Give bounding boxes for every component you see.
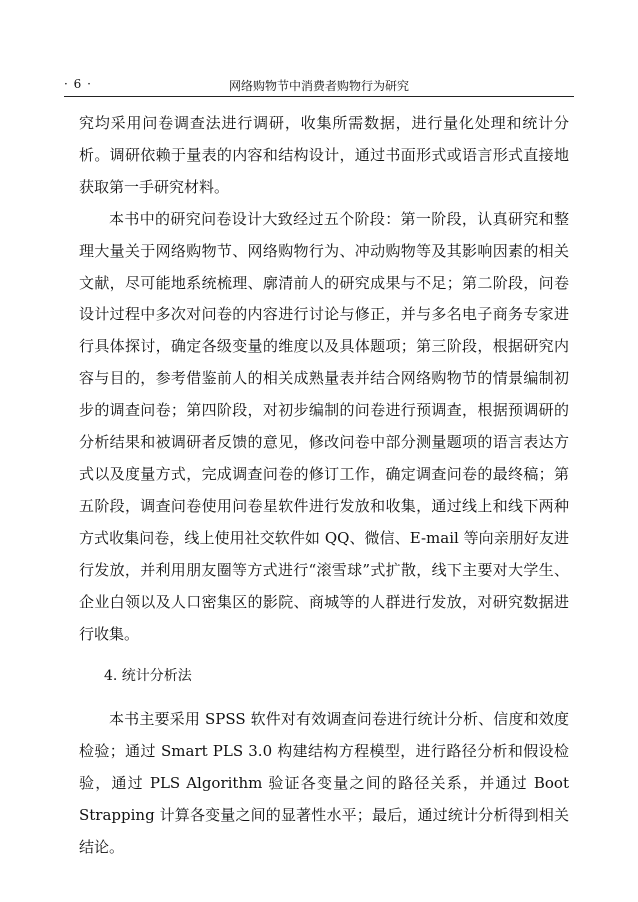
header-rule (64, 96, 574, 97)
running-title: 网络购物节中消费者购物行为研究 (228, 79, 409, 93)
paragraph-continued: 究均采用问卷调查法进行调研，收集所需数据，进行量化处理和统计分析。调研依赖于量表的内容和结构设计，通过书面形式或语言形式直接地获取第一手研究材料。 (79, 114, 569, 196)
page-body (79, 108, 569, 864)
page-number: · 6 · (64, 77, 92, 91)
section-heading: 4. 统计分析法 (104, 668, 192, 685)
paragraph-statistical-analysis: 本书主要采用 SPSS 软件对有效调查问卷进行统计分析、信度和效度检验；通过 Smart PLS 3.0 构建结构方程模型，进行路径分析和假设检验，通过 PLS Algorithm 验证各变量之间的路径关系，并通过 Boot Strapping 计算各变量之间的显著性水平；最后，通过统计分析得到相关结论。 (79, 710, 569, 856)
page-header (64, 77, 574, 95)
paragraph-questionnaire-design: 本书中的研究问卷设计大致经过五个阶段：第一阶段，认真研究和整理大量关于网络购物节、网络购物行为、冲动购物等及其影响因素的相关文献，尽可能地系统梳理、廓清前人的研究成果与不足；第二阶段，问卷设计过程中多次对问卷的内容进行讨论与修正，并与多名电子商务专家进行具体探讨，确定各级变量的维度以及具体题项；第三阶段，根据研究内容与目的，参考借鉴前人的相关成熟量表并结合网络购物节的情景编制初步的调查问卷；第四阶段，对初步编制的问卷进行预调查，根据预调研的分析结果和被调研者反馈的意见，修改问卷中部分测量题项的语言表达方式以及度量方式，完成调查问卷的修订工作，确定调查问卷的最终稿；第五阶段，调查问卷使用问卷星软件进行发放和收集，通过线上和线下两种方式收集问卷，线上使用社交软件如 QQ、微信、E-mail 等向亲朋好友进行发放，并利用朋友圈等方式进行“滚雪球”式扩散，线下主要对大学生、企业白领以及人口密集区的影院、商城等的人群进行发放，对研究数据进行收集。 (79, 209, 569, 643)
